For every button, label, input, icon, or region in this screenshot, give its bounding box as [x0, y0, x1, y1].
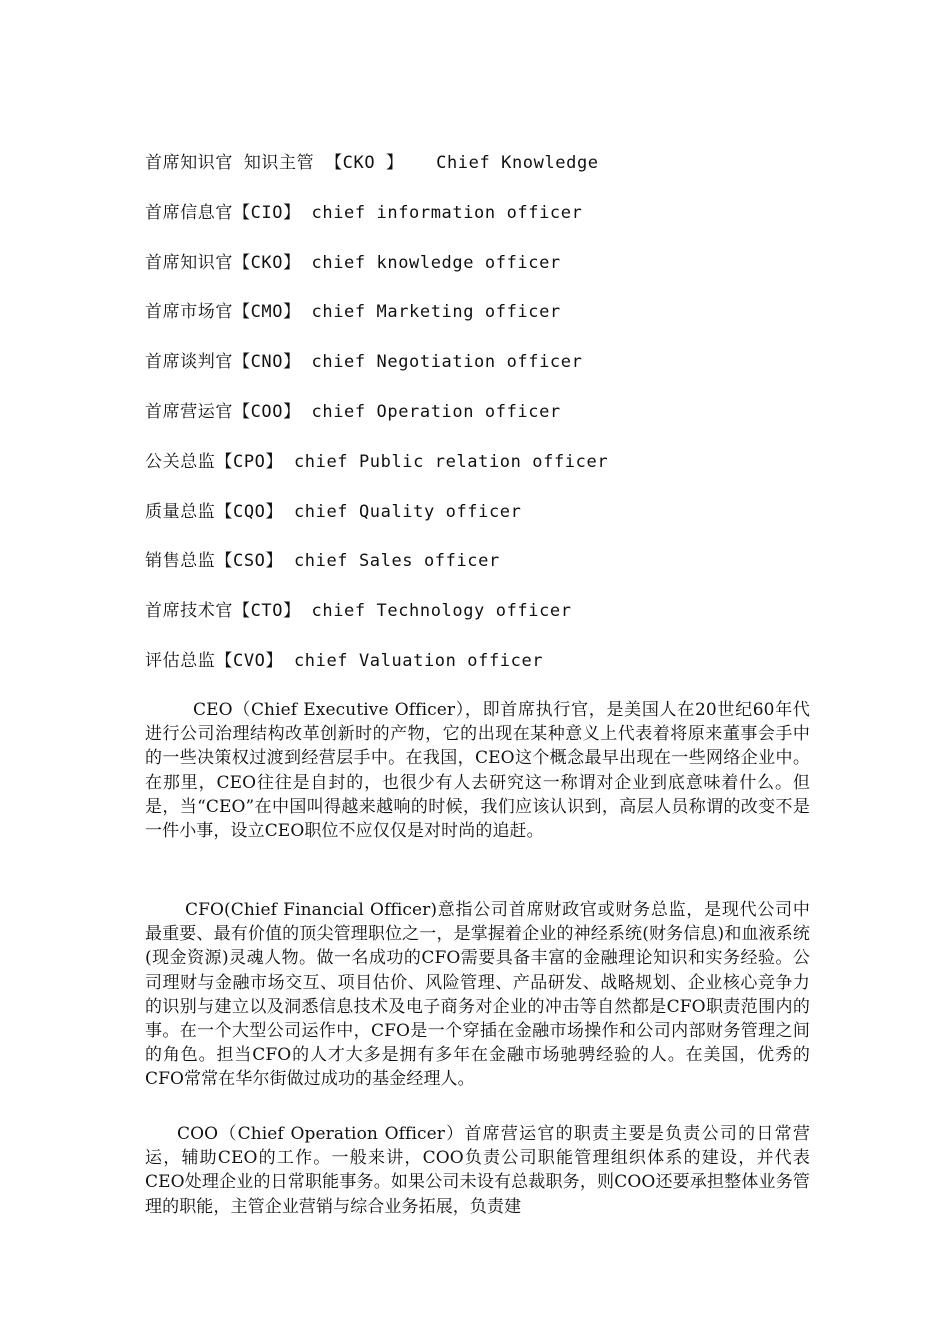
- title-item-cko-2: 首席知识官【CKO】 chief knowledge officer: [145, 252, 561, 273]
- title-list: [145, 150, 825, 698]
- title-item-coo: 首席营运官【COO】 chief Operation officer: [145, 401, 561, 422]
- title-item-cto: 首席技术官【CTO】 chief Technology officer: [145, 601, 572, 622]
- title-item-cmo: 首席市场官【CMO】 chief Marketing officer: [145, 302, 561, 323]
- title-item-cko-1: 首席知识官 知识主管 【CKO 】 Chief Knowledge: [145, 153, 599, 173]
- title-item-cvo: 评估总监【CVO】 chief Valuation officer: [145, 650, 544, 671]
- title-item-cno: 首席谈判官【CNO】 chief Negotiation officer: [145, 352, 583, 373]
- paragraph-coo: COO（Chief Operation Officer）首席营运官的职责主要是负责公司的日常营运，辅助CEO的工作。一般来讲，COO负责公司职能管理组织体系的建设，并代表CEO处理企业的日常职能事务。如果公司未设有总裁职务，则COO还要承担整体业务管理的职能，主管企业营销与综合业务拓展，负责建: [145, 1124, 810, 1217]
- title-item-cpo: 公关总监【CPO】 chief Public relation officer: [145, 451, 609, 472]
- paragraph-ceo: CEO（Chief Executive Officer），即首席执行官，是美国人在20世纪60年代进行公司治理结构改革创新时的产物，它的出现在某种意义上代表着将原来董事会手中的一些决策权过渡到经营层手中。在我国，CEO这个概念最早出现在一些网络企业中。在那里，CEO往往是自封的，也很少有人去研究这一称谓对企业到底意味着什么。但是，当“CEO”在中国叫得越来越响的时候，我们应该认识到，高层人员称谓的改变不是一件小事，设立CEO职位不应仅仅是对时尚的追赶。: [145, 700, 810, 842]
- title-item-cqo: 质量总监【CQO】 chief Quality officer: [145, 501, 522, 522]
- title-item-cso: 销售总监【CSO】 chief Sales officer: [145, 551, 500, 572]
- paragraph-cfo: CFO(Chief Financial Officer)意指公司首席财政官或财务总监，是现代公司中最重要、最有价值的顶尖管理职位之一，是掌握着企业的神经系统(财务信息)和血液系统(现金资源)灵魂人物。做一名成功的CFO需要具备丰富的金融理论知识和实务经验。公司理财与金融市场交互、项目估价、风险管理、产品研发、战略规划、企业核心竞争力的识别与建立以及洞悉信息技术及电子商务对企业的冲击等自然都是CFO职责范围内的事。在一个大型公司运作中，CFO是一个穿插在金融市场操作和公司内部财务管理之间的角色。担当CFO的人才大多是拥有多年在金融市场驰骋经验的人。在美国，优秀的CFO常常在华尔街做过成功的基金经理人。: [145, 900, 810, 1090]
- title-item-cio: 首席信息官【CIO】 chief information officer: [145, 202, 583, 223]
